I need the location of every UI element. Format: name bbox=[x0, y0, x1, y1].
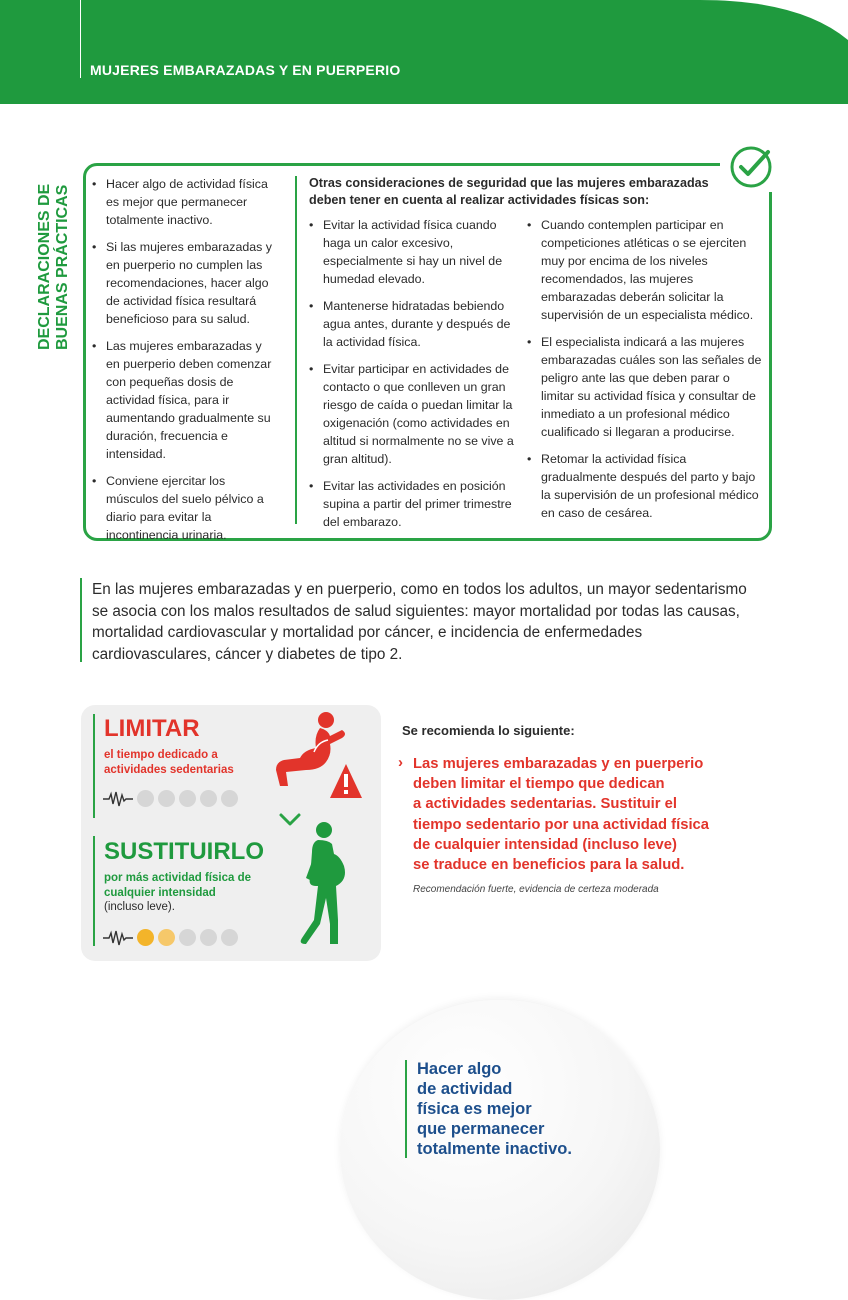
practices-column-3 bbox=[527, 216, 762, 531]
recommendation-line: deben limitar el tiempo que dedican bbox=[413, 776, 665, 793]
recommendation-line: Las mujeres embarazadas y en puerperio bbox=[413, 756, 704, 772]
recommendation-line: tiempo sedentario por una actividad física bbox=[413, 816, 710, 833]
paragraph-rule bbox=[80, 578, 82, 662]
rating-dot bbox=[200, 929, 217, 946]
bubble-line: totalmente inactivo. bbox=[417, 1140, 572, 1158]
limit-rating bbox=[103, 789, 253, 809]
rating-dot bbox=[137, 929, 154, 946]
list-item: • Evitar la actividad física cuando haga un calor excesivo, especialmente si hay un nivel de humedad elevado. bbox=[309, 216, 519, 288]
sustituir-note: (incluso leve). bbox=[104, 901, 175, 913]
side-label-line1: DECLARACIONES DE bbox=[36, 183, 53, 350]
bubble-line: física es mejor bbox=[417, 1100, 532, 1118]
recommendation-line: a actividades sedentarias. Sustituir el bbox=[413, 796, 677, 813]
limit-title: LIMITAR bbox=[104, 715, 200, 742]
header-divider bbox=[80, 0, 81, 78]
side-label-line2: BUENAS PRÁCTICAS bbox=[54, 184, 71, 350]
rating-dot bbox=[200, 790, 217, 807]
heartbeat-icon bbox=[103, 791, 133, 807]
list-item: • Cuando contemplen participar en competiciones atléticas o se ejerciten muy por encima de los niveles recomendados, las mujeres embarazadas deberán solicitar la supervisión de un especialista médico. bbox=[527, 216, 762, 324]
rating-dot bbox=[221, 790, 238, 807]
recommendation-line: de cualquier intensidad (incluso leve) bbox=[413, 836, 677, 853]
rating-dot bbox=[137, 790, 154, 807]
sustituir-rating bbox=[103, 928, 253, 948]
recommendation-heading: Se recomienda lo siguiente: bbox=[402, 723, 575, 738]
bubble-text bbox=[417, 1059, 617, 1159]
limit-subtitle: el tiempo dedicado a actividades sedentarias bbox=[104, 749, 234, 776]
card-rule-sustituir bbox=[93, 836, 95, 946]
practices-column-1 bbox=[92, 175, 272, 553]
bubble-rule bbox=[405, 1060, 407, 1158]
practices-column-2 bbox=[309, 216, 519, 540]
rating-dot bbox=[179, 790, 196, 807]
column-divider bbox=[295, 176, 297, 524]
card-rule-limit bbox=[93, 714, 95, 818]
rating-dot bbox=[221, 929, 238, 946]
sedentary-paragraph: En las mujeres embarazadas y en puerperio, como en todos los adultos, un mayor sedentarismo se asocia con los malos resultados de salud siguientes: mayor mortalidad por todas las causas, mortalidad cardiovascular y mortalidad por cáncer, e incidencia de enfermedades cardiovasculares, cáncer y diabetes de tipo 2. bbox=[92, 581, 747, 663]
list-item: • Las mujeres embarazadas y en puerperio deben comenzar con pequeñas dosis de actividad física, para ir aumentando gradualmente su duración, frecuencia e intensidad. bbox=[92, 337, 272, 463]
recommendation-line: se traduce en beneficios para la salud. bbox=[413, 857, 685, 874]
walking-woman-icon bbox=[294, 820, 358, 948]
list-item: • Mantenerse hidratadas bebiendo agua antes, durante y después de la actividad física. bbox=[309, 297, 519, 351]
safety-title: Otras consideraciones de seguridad que las mujeres embarazadas deben tener en cuenta al realizar actividades físicas son: bbox=[309, 176, 709, 207]
recommendation-text bbox=[413, 754, 743, 875]
list-item: • Retomar la actividad física gradualmente después del parto y bajo la supervisión de un profesional médico en caso de cesárea. bbox=[527, 450, 762, 522]
list-item: • El especialista indicará a las mujeres embarazadas cuáles son las señales de peligro ante las que deben parar o limitar su actividad física y consultar de inmediato a un profesional médico cualificado si llegaran a producirse. bbox=[527, 333, 762, 441]
recommendation-note: Recomendación fuerte, evidencia de certeza moderada bbox=[413, 884, 659, 895]
header-band bbox=[0, 0, 848, 104]
rating-dot bbox=[179, 929, 196, 946]
list-item: • Hacer algo de actividad física es mejor que permanecer totalmente inactivo. bbox=[92, 175, 272, 229]
sustituir-title: SUSTITUIRLO bbox=[104, 838, 264, 865]
bubble-line: de actividad bbox=[417, 1080, 513, 1098]
bubble-line: que permanecer bbox=[417, 1120, 545, 1138]
sitting-woman-warning-icon bbox=[270, 706, 370, 802]
heartbeat-icon bbox=[103, 930, 133, 946]
list-item: • Si las mujeres embarazadas y en puerperio no cumplen las recomendaciones, hacer algo de actividad física resultará beneficioso para su salud. bbox=[92, 238, 272, 328]
list-item: • Conviene ejercitar los músculos del suelo pélvico a diario para evitar la incontinencia urinaria. bbox=[92, 472, 272, 544]
bubble-line: Hacer algo bbox=[417, 1060, 502, 1078]
side-label bbox=[36, 155, 72, 350]
chevron-right-icon: › bbox=[398, 754, 403, 771]
list-item: • Evitar participar en actividades de contacto o que conlleven un gran riesgo de caída o puedan limitar la oxigenación (como actividades en altitud si normalmente no se vive a gran altitud). bbox=[309, 360, 519, 468]
rating-dot bbox=[158, 790, 175, 807]
list-item: • Evitar las actividades en posición supina a partir del primer trimestre del embarazo. bbox=[309, 477, 519, 531]
header-title: MUJERES EMBARAZADAS Y EN PUERPERIO bbox=[90, 62, 401, 78]
rating-dot bbox=[158, 929, 175, 946]
sustituir-subtitle: por más actividad física de cualquier intensidad bbox=[104, 872, 252, 899]
